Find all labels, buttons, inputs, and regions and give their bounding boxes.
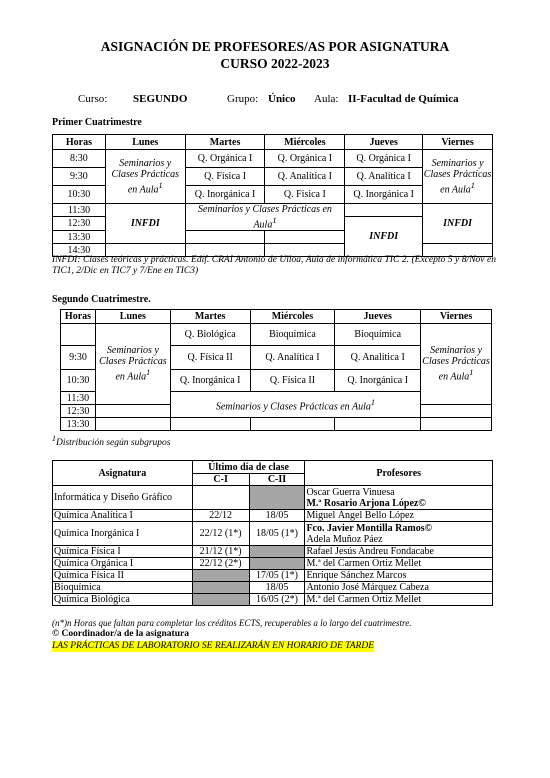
page-subtitle: CURSO 2022-2023: [220, 56, 330, 71]
header-lunes: Lunes: [95, 310, 170, 324]
class-cell: Q. Analítica I: [265, 168, 345, 186]
header-martes: Martes: [185, 135, 265, 150]
class-cell: Q. Orgánica I: [185, 150, 265, 168]
c1-cell: 22/12: [192, 510, 249, 522]
second-semester-timetable: [60, 309, 492, 431]
mid-seminarios: Seminarios y Clases Prácticas en Aula$^1$: [185, 204, 345, 231]
hour-cell: 11:30: [61, 392, 96, 405]
subject-name: Química Física I: [53, 546, 193, 558]
infdi-note: INFDI: Clases teóricas y prácticas. Edif. CRAI Antonio de Ulloa, Aula de informática TIC 2. (Excepto 5 y 8/Nov en TIC1, 2/Dic en TIC7 y 7/Ene en TIC3): [52, 255, 496, 276]
professors-cell: Enrique Sánchez Marcos: [305, 570, 493, 582]
c2-cell: 17/05 (1*): [249, 570, 305, 582]
empty-cell: [185, 231, 265, 244]
ects-note: (n*)n Horas que faltan para completar los créditos ECTS, recuperables a lo largo del cuatrimestre.: [52, 618, 412, 628]
hour-cell: 9:30: [53, 168, 106, 186]
header-miercoles: Miércoles: [265, 135, 345, 150]
empty-cell: [345, 204, 423, 217]
class-cell: Q. Analítica I: [345, 168, 423, 186]
class-cell: Q. Inorgánica I: [335, 370, 421, 392]
mid-seminarios: Seminarios y Clases Prácticas en Aula$^1$: [170, 392, 420, 418]
c1-cell: 21/12 (1*): [192, 546, 249, 558]
subject-name: Informática y Diseño Gráfico: [53, 486, 193, 510]
c2-cell-gray: [249, 546, 305, 558]
professors-cell: Antonio José Márquez Cabeza: [305, 582, 493, 594]
c2-cell: 16/05 (2*): [249, 594, 305, 606]
c2-cell-gray: [249, 486, 305, 510]
curso-label: Curso:: [78, 93, 108, 105]
aula-label: Aula:: [314, 93, 339, 105]
lunes-seminarios: Seminarios y Clases Prácticas en Aula$^1$: [95, 324, 170, 405]
viernes-seminarios: Seminarios y Clases Prácticas en Aula$^1$: [423, 150, 493, 204]
hour-cell: 14:30: [53, 244, 106, 257]
hour-cell: 10:30: [61, 370, 96, 392]
class-cell: Q. Orgánica I: [265, 150, 345, 168]
footnote: $^1$Distribución según subgrupos: [52, 434, 171, 449]
empty-cell: [265, 231, 345, 244]
c2-cell: 18/05: [249, 582, 305, 594]
aula-value: II-Facultad de Química: [348, 93, 459, 105]
header-viernes: Viernes: [423, 135, 493, 150]
lunes-infdi: INFDI: [105, 204, 185, 244]
professors-cell: Oscar Guerra Vinuesa M.ª Rosario Arjona López©: [305, 486, 493, 510]
lab-hours-note: LAS PRÁCTICAS DE LABORATORIO SE REALIZARÁN EN HORARIO DE TARDE: [52, 641, 375, 651]
c1-cell: 22/12 (1*): [192, 522, 249, 546]
header-lunes: Lunes: [105, 135, 185, 150]
hour-cell: 9:30: [61, 346, 96, 370]
grupo-value: Único: [268, 93, 296, 105]
page-title: ASIGNACIÓN DE PROFESORES/AS POR ASIGNATURA: [100, 39, 450, 54]
header-viernes: Viernes: [421, 310, 492, 324]
professors-cell: Fco. Javier Montilla Ramos© Adela Muñoz Páez: [305, 522, 493, 546]
header-horas: Horas: [53, 135, 106, 150]
professors-cell: Miguel Ángel Bello López: [305, 510, 493, 522]
subject-name: Química Inorgánica I: [53, 522, 193, 546]
subject-name: Química Analítica I: [53, 510, 193, 522]
empty-cell: [170, 418, 250, 431]
header-c2: C-II: [249, 474, 305, 486]
c1-cell-gray: [192, 570, 249, 582]
empty-cell: [335, 418, 421, 431]
viernes-seminarios: Seminarios y Clases Prácticas en Aula$^1$: [421, 324, 492, 405]
hour-cell: 11:30: [53, 204, 106, 217]
header-ultimo-dia: Último día de clase: [192, 461, 305, 474]
c1-cell: [192, 486, 249, 510]
class-cell: Bioquímica: [335, 324, 421, 346]
class-cell: Q. Física II: [170, 346, 250, 370]
c1-cell-gray: [192, 594, 249, 606]
header-martes: Martes: [170, 310, 250, 324]
class-cell: Q. Analítica I: [335, 346, 421, 370]
hour-cell: 8:30: [53, 150, 106, 168]
subject-name: Química Física II: [53, 570, 193, 582]
header-c1: C-I: [192, 474, 249, 486]
c1-cell-gray: [192, 582, 249, 594]
hour-cell: 13:30: [61, 418, 96, 431]
class-cell: Q. Analítica I: [250, 346, 335, 370]
second-semester-heading: Segundo Cuatrimestre.: [52, 294, 151, 305]
hour-cell: 13:30: [53, 231, 106, 244]
assignment-table: [52, 460, 493, 606]
first-semester-heading: Primer Cuatrimestre: [52, 117, 142, 128]
header-jueves: Jueves: [335, 310, 421, 324]
subject-name: Química Biológica: [53, 594, 193, 606]
empty-cell: [95, 405, 170, 418]
subject-name: Bioquímica: [53, 582, 193, 594]
curso-value: SEGUNDO: [133, 93, 188, 105]
class-cell: Q. Biológica: [170, 324, 250, 346]
empty-cell: [421, 405, 492, 418]
subject-name: Química Orgánica I: [53, 558, 193, 570]
empty-cell: [61, 324, 96, 346]
empty-cell: [95, 418, 170, 431]
c1-cell: 22/12 (2*): [192, 558, 249, 570]
empty-cell: [250, 418, 335, 431]
c2-cell: 18/05 (1*): [249, 522, 305, 546]
viernes-infdi: INFDI: [423, 204, 493, 244]
professors-cell: Rafael Jesús Andreu Fondacabe: [305, 546, 493, 558]
header-profesores: Profesores: [305, 461, 493, 486]
class-cell: Bioquímica: [250, 324, 335, 346]
class-cell: Q. Física II: [250, 370, 335, 392]
class-cell: Q. Inorgánica I: [170, 370, 250, 392]
professors-cell: M.ª del Carmen Ortiz Mellet: [305, 594, 493, 606]
header-horas: Horas: [61, 310, 96, 324]
c2-cell: 18/05: [249, 510, 305, 522]
header-miercoles: Miércoles: [250, 310, 335, 324]
hour-cell: 12:30: [61, 405, 96, 418]
grupo-label: Grupo:: [227, 93, 259, 105]
lunes-seminarios: Seminarios y Clases Prácticas en Aula$^1$: [105, 150, 185, 204]
empty-cell: [421, 418, 492, 431]
header-jueves: Jueves: [345, 135, 423, 150]
coordinator-note: © Coordinador/a de la asignatura: [52, 629, 189, 639]
class-cell: Q. Física I: [265, 186, 345, 204]
class-cell: Q. Inorgánica I: [345, 186, 423, 204]
class-cell: Q. Inorgánica I: [185, 186, 265, 204]
professors-cell: M.ª del Carmen Ortiz Mellet: [305, 558, 493, 570]
c2-cell-gray: [249, 558, 305, 570]
hour-cell: 12:30: [53, 217, 106, 231]
hour-cell: 10:30: [53, 186, 106, 204]
class-cell: Q. Física I: [185, 168, 265, 186]
first-semester-timetable: [52, 134, 493, 257]
header-asignatura: Asignatura: [53, 461, 193, 486]
jueves-infdi: INFDI: [345, 217, 423, 257]
class-cell: Q. Orgánica I: [345, 150, 423, 168]
